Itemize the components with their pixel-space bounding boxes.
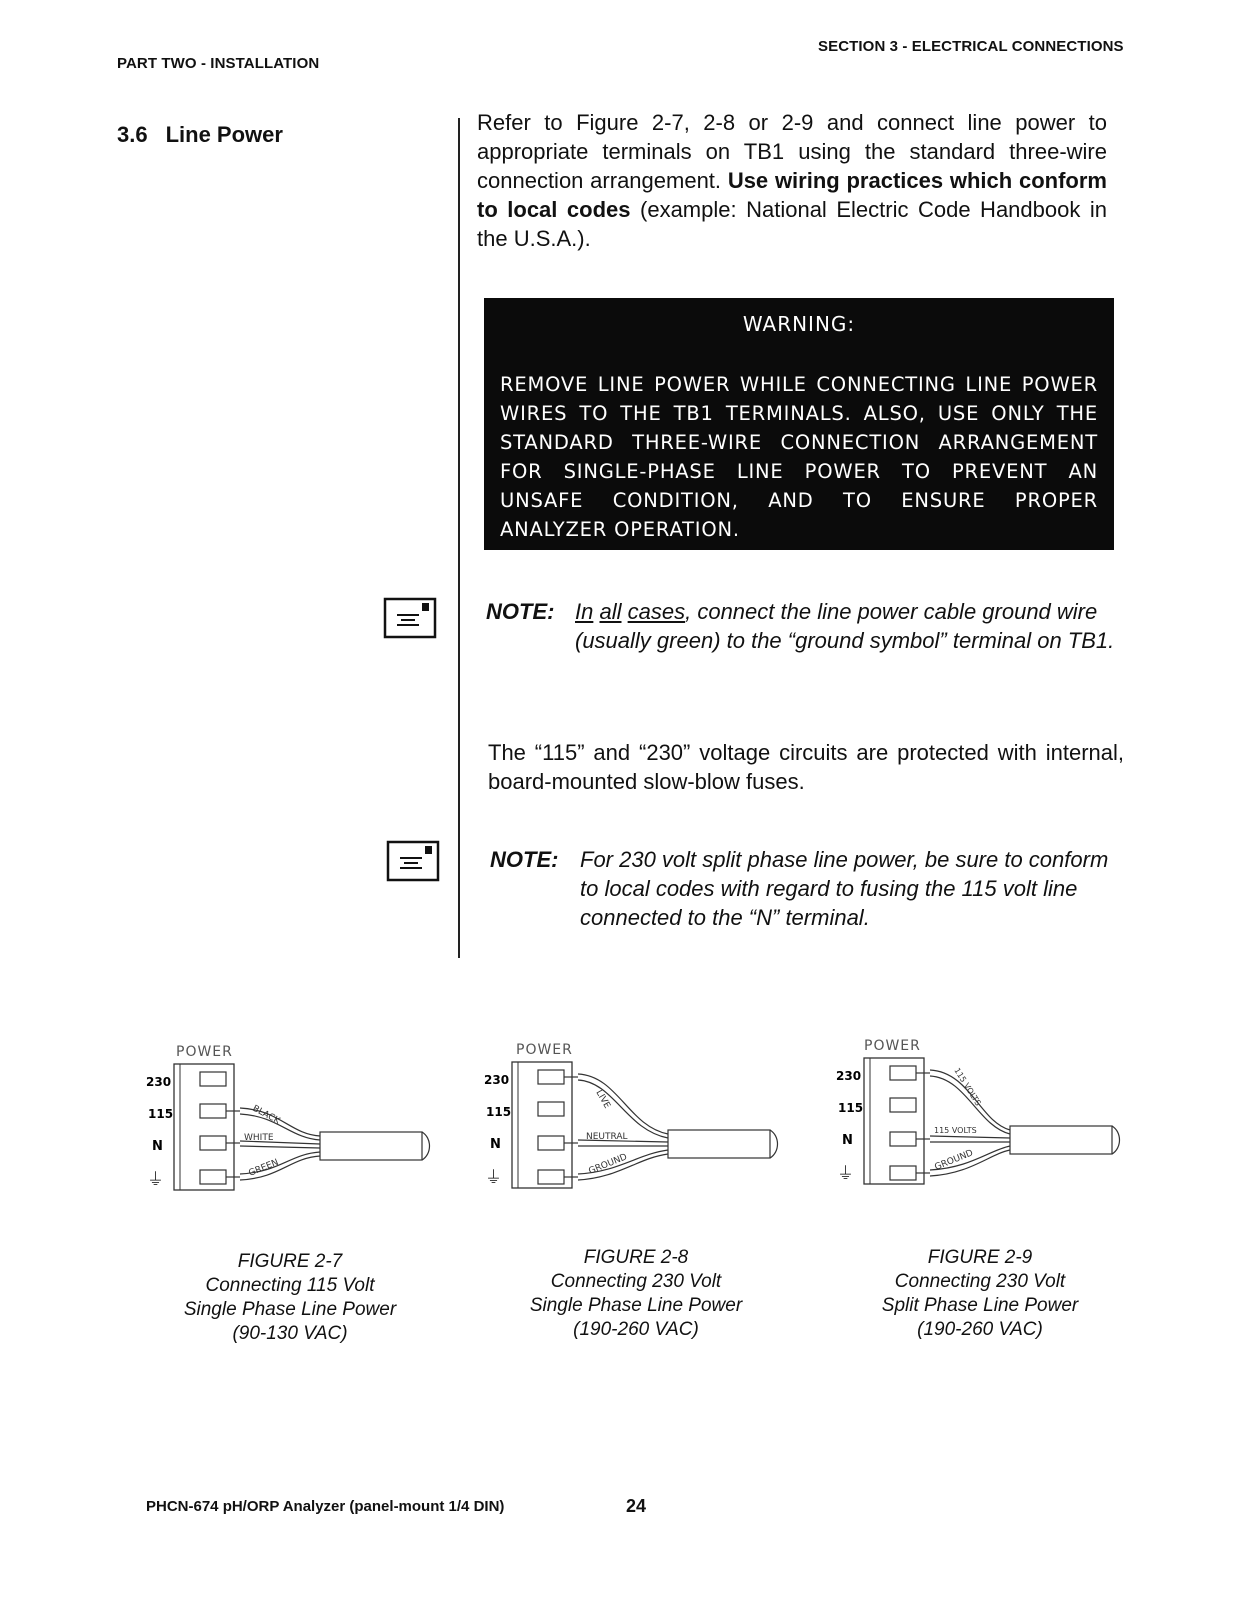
- wire-label-ground: GROUND: [933, 1148, 975, 1173]
- wire-label-live: LIVE: [593, 1088, 612, 1111]
- note-text: For 230 volt split phase line power, be sure to conform to local codes with regard to fusing the 115 volt line connected to the “N” terminal.: [580, 847, 1109, 930]
- note-ground-wire: [486, 597, 1126, 655]
- power-label: POWER: [864, 1038, 921, 1054]
- figure-2-7-caption: [140, 1250, 440, 1346]
- caption-line: Single Phase Line Power: [183, 1299, 397, 1320]
- note-text: [575, 597, 1126, 655]
- caption-line: (190-260 VAC): [917, 1319, 1043, 1340]
- caption-line: (190-260 VAC): [573, 1319, 699, 1340]
- figure-2-7-diagram: [140, 1038, 440, 1198]
- terminal-n-label: N: [490, 1137, 501, 1152]
- caption-figure-number: FIGURE 2-8: [583, 1247, 689, 1268]
- caption-line: (90-130 VAC): [232, 1323, 348, 1344]
- note-icon: [386, 840, 440, 882]
- power-label: POWER: [516, 1042, 573, 1058]
- intro-paragraph: [477, 108, 1107, 253]
- terminal-230-label: 230: [146, 1075, 172, 1089]
- wire-label-neutral: NEUTRAL: [586, 1132, 628, 1142]
- caption-line: Connecting 115 Volt: [205, 1275, 375, 1296]
- note-label: NOTE:: [486, 599, 555, 624]
- wire-label-white: WHITE: [244, 1133, 274, 1143]
- wire-label-green: GREEN: [247, 1157, 281, 1179]
- note-split-phase: [490, 845, 1130, 932]
- figure-2-9-diagram: [830, 1032, 1130, 1192]
- ground-symbol: ⏚: [837, 1164, 854, 1184]
- figure-2-8-caption: [486, 1246, 786, 1342]
- terminal-230-label: 230: [484, 1073, 510, 1087]
- warning-title: WARNING:: [742, 312, 856, 336]
- caption-line: Connecting 230 Volt: [894, 1271, 1066, 1292]
- wire-label-ground: GROUND: [587, 1152, 629, 1177]
- power-label: POWER: [176, 1044, 233, 1060]
- ground-symbol: ⏚: [485, 1168, 502, 1188]
- intro-bold-text: Use wiring practices which conform to local codes: [477, 168, 1107, 222]
- section-title: Line Power: [165, 122, 283, 147]
- section-number: 3.6: [117, 122, 148, 147]
- warning-box: [484, 298, 1114, 550]
- wire-label-115-volts-lower: 115 VOLTS: [934, 1126, 977, 1135]
- figure-2-9-caption: [830, 1246, 1130, 1342]
- note-underlined-3: cases: [627, 599, 686, 624]
- fuse-paragraph: The “115” and “230” voltage circuits are protected with internal, board-mounted slow-blow fuses.: [488, 740, 1124, 794]
- note-underlined-2: all: [599, 599, 622, 624]
- terminal-n-label: N: [152, 1139, 163, 1154]
- caption-figure-number: FIGURE 2-9: [927, 1247, 1033, 1268]
- caption-figure-number: FIGURE 2-7: [237, 1251, 343, 1272]
- wire-label-115-volts-upper: 115 VOLTS: [952, 1066, 983, 1108]
- margin-rule: [458, 118, 460, 958]
- ground-symbol: ⏚: [147, 1170, 164, 1190]
- terminal-115-label: 115: [486, 1105, 512, 1119]
- running-header-right: SECTION 3 - ELECTRICAL CONNECTIONS: [818, 38, 1124, 55]
- note-rest: , connect the line power cable ground wire (usually green) to the “ground symbol” terminal on TB1.: [575, 599, 1115, 653]
- caption-line: Split Phase Line Power: [881, 1295, 1079, 1316]
- intro-text-1: Refer to Figure 2-7, 2-8 or 2-9 and connect line power to appropriate terminals on TB1 using the standard three-wire connection arrangement.: [477, 110, 1107, 193]
- terminal-230-label: 230: [836, 1069, 862, 1083]
- warning-body: REMOVE LINE POWER WHILE CONNECTING LINE POWER WIRES TO THE TB1 TERMINALS. ALSO, USE ONLY THE STANDARD THREE-WIRE CONNECTION ARRANGEMENT FOR SINGLE-PHASE LINE POWER TO PREVENT AN UNSAFE CONDITION, AND TO ENSURE PROPER ANALYZER OPERATION.: [500, 373, 1098, 541]
- terminal-115-label: 115: [148, 1107, 174, 1121]
- caption-line: Connecting 230 Volt: [550, 1271, 722, 1292]
- note-label: NOTE:: [490, 847, 559, 872]
- footer-product-name: PHCN-674 pH/ORP Analyzer (panel-mount 1/4 DIN): [146, 1498, 505, 1515]
- wire-label-black: BLACK: [250, 1103, 282, 1127]
- running-header-left: PART TWO - INSTALLATION: [117, 55, 320, 72]
- note-icon: [383, 597, 437, 639]
- section-heading: [117, 122, 283, 148]
- terminal-n-label: N: [842, 1133, 853, 1148]
- note-underlined-1: In: [575, 599, 594, 624]
- terminal-115-label: 115: [838, 1101, 864, 1115]
- figure-2-8-diagram: [478, 1036, 788, 1196]
- page-number: 24: [626, 1496, 647, 1516]
- caption-line: Single Phase Line Power: [529, 1295, 743, 1316]
- intro-text-2: (example: National Electric Code Handbook in the U.S.A.).: [477, 197, 1107, 251]
